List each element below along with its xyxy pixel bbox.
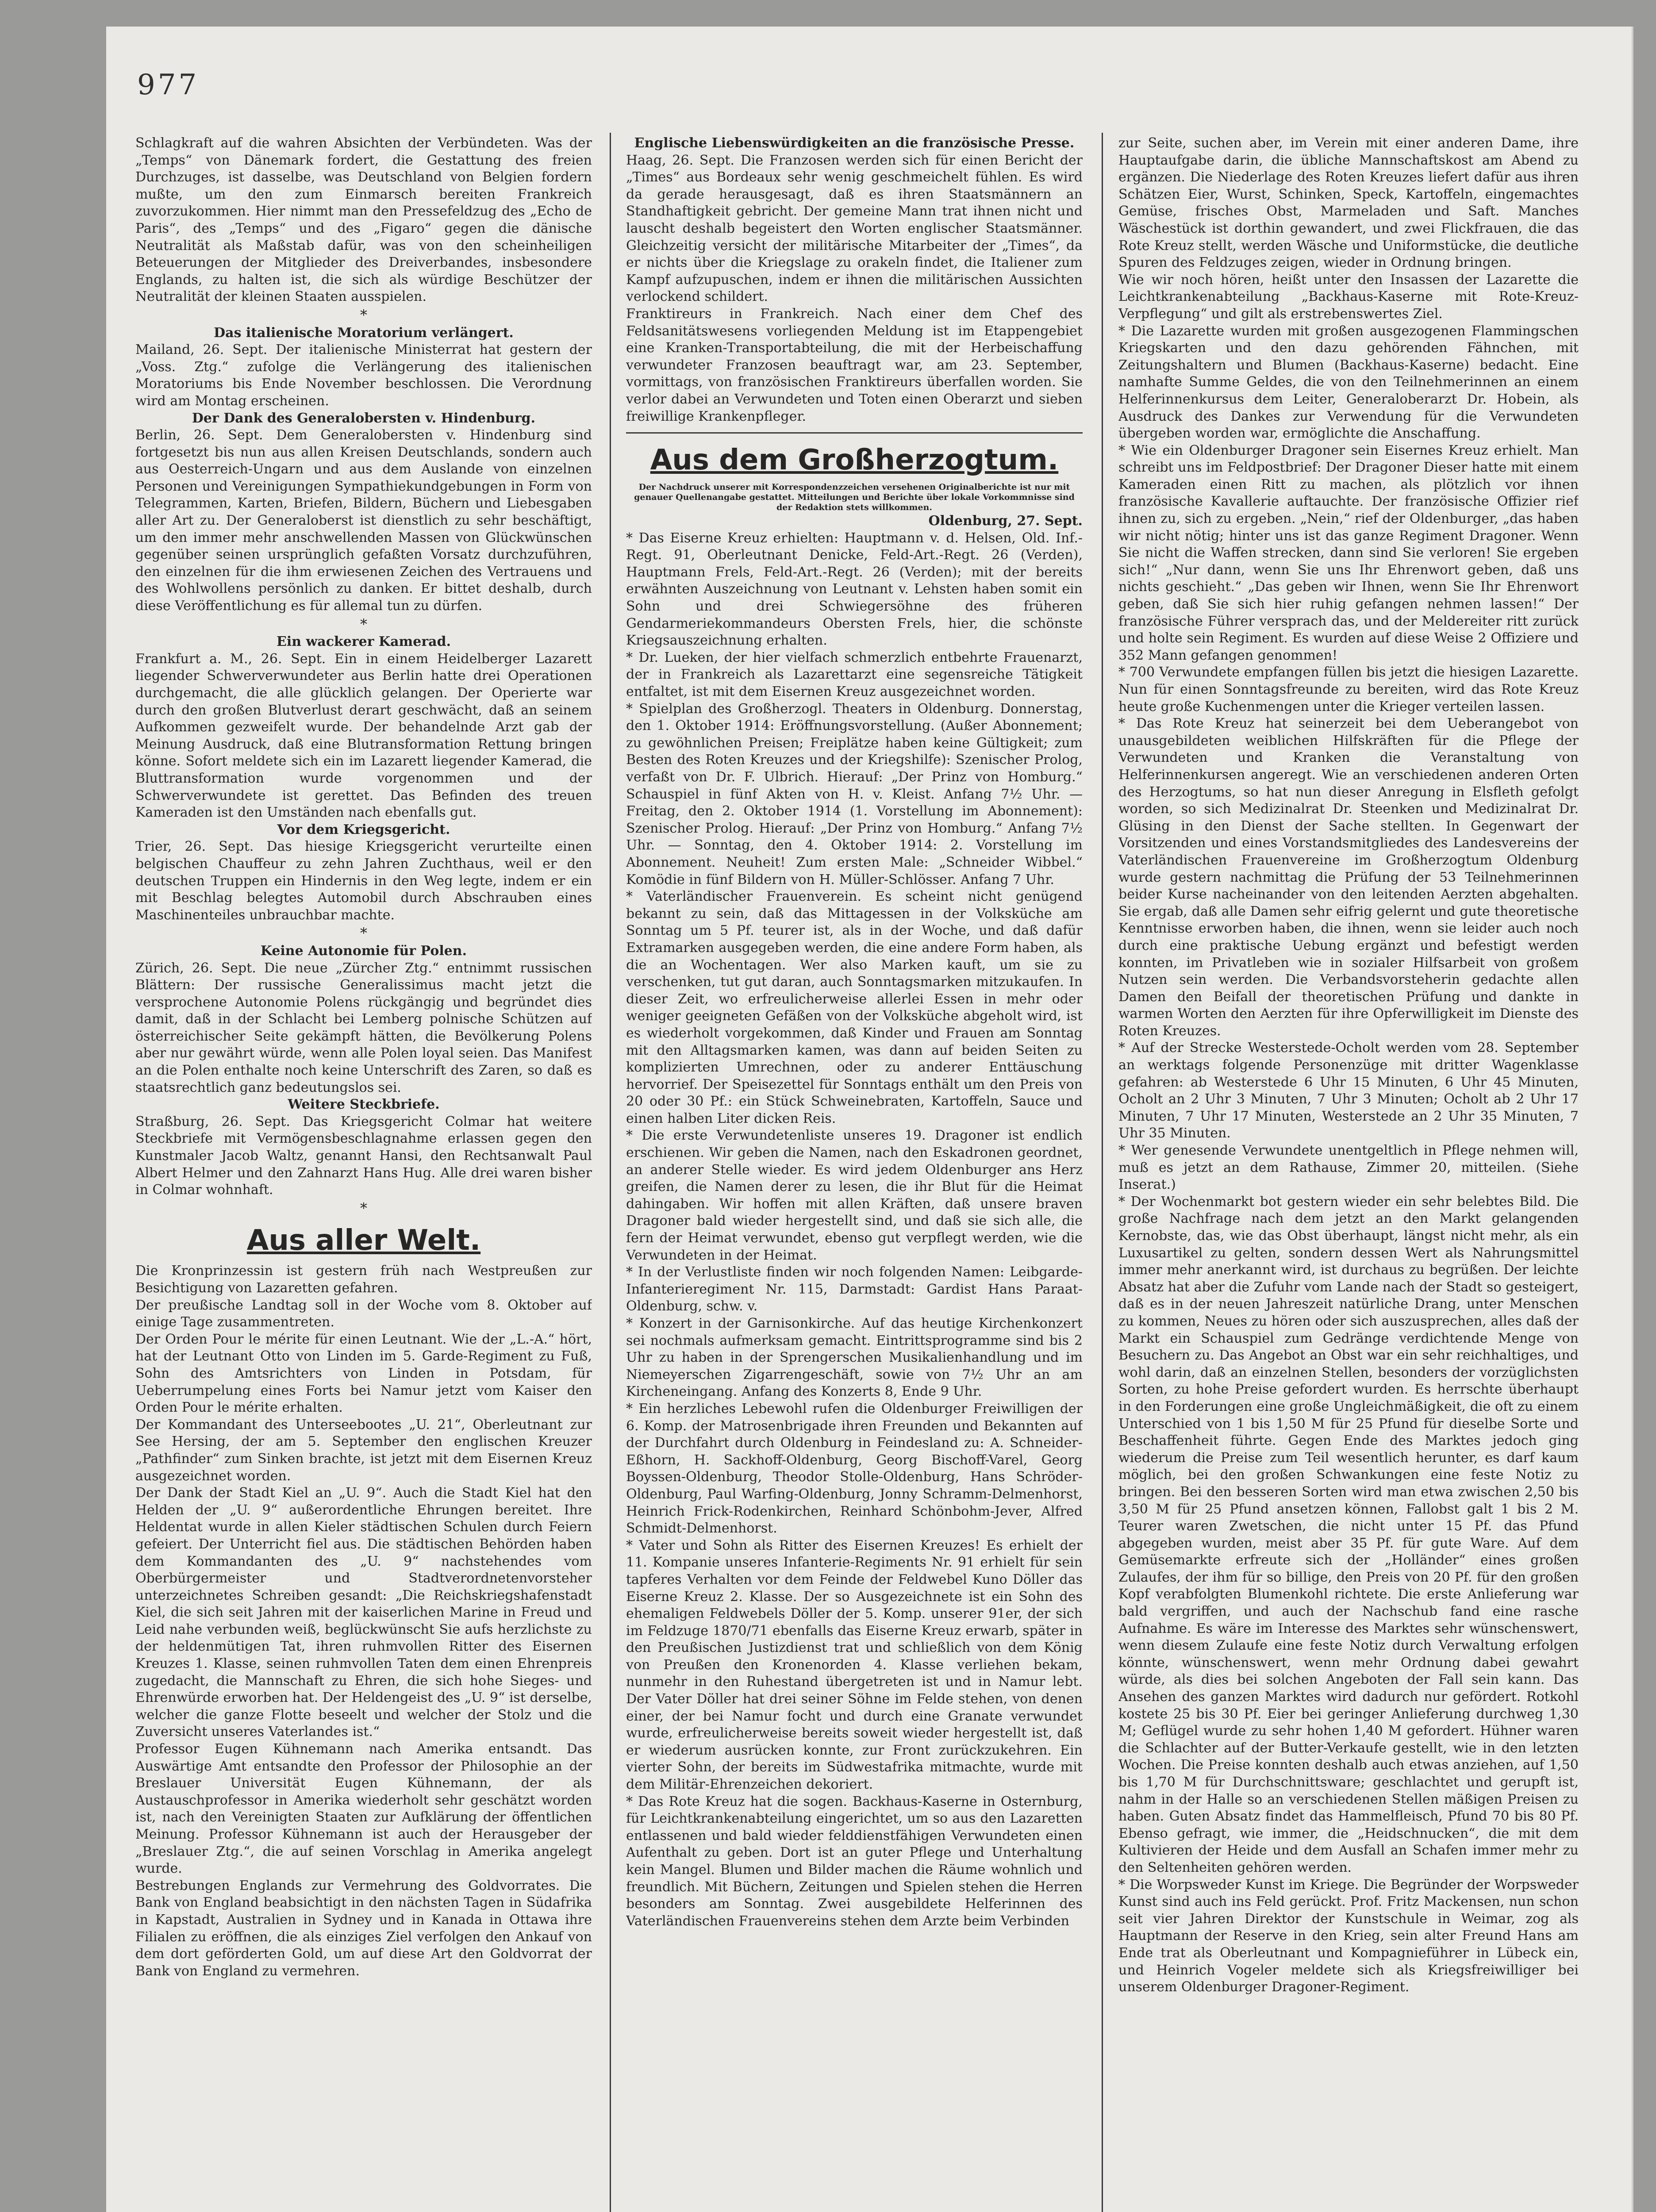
article-paragraph: Mailand, 26. Sept. Der italienische Ministerrat hat gestern der „Voss. Ztg.“ zufolge die Verlängerung des italienischen Moratoriums bis Ende November beschlossen. Die Verordnung wird am Montag erscheinen. <box>135 342 592 409</box>
article-paragraph: Franktireurs in Frankreich. Nach einer dem Chef des Feldsanitätswesens vorliegenden Meldung ist im Etappengebiet eine Kranken-Transportabteilung, die mit der Herbeischaffung verwundeter Franzosen beauftragt war, am 23. September, vormittags, von französischen Franktireurs überfallen worden. Sie verlor dabei an Verwundeten und Toten einen Oberarzt und sieben freiwillige Krankenpfleger. <box>626 306 1083 424</box>
separator-star: * <box>360 615 367 633</box>
article-paragraph: * Vaterländischer Frauenverein. Es scheint nicht genügend bekannt zu sein, daß das Mittagessen in der Volksküche am Sonntag um 5 Pf. teurer ist, als in der Woche, und daß dafür Extramarken ausgegeben werden, die eine andere Form haben, als die an Wochentagen. Wer also Marken kauft, um sie zu verschenken, tut gut daran, auch Sonntagsmarken mitzukaufen. In dieser Zeit, wo erfreulicherweise allerlei Essen in mehr oder weniger geeigneten Gefäßen von der Volksküche abgeholt wird, ist es wiederholt vorgekommen, daß Kinder und Frauen am Sonntag mit den Alltagsmarken kamen, was dann auf beiden Seiten zu komplizierten Umrechnen, oder zu anderer Enttäuschung hervorrief. Der Speisezettel für Sonntags enthält um den Preis von 20 oder 30 Pf.: ein Stück Schweinebraten, Kartoffeln, Sauce und einen halben Liter dicken Reis. <box>626 889 1083 1126</box>
article-paragraph: * Ein herzliches Lebewohl rufen die Oldenburger Freiwilligen der 6. Komp. der Matrosenbrigade ihren Freunden und Bekannten auf der Durchfahrt durch Oldenburg in Feindesland zu: A. Schneider-Eßhorn, H. Sackhoff-Oldenburg, Georg Bischoff-Varel, Georg Boyssen-Oldenburg, Theodor Stolle-Oldenburg, Hans Schröder-Oldenburg, Paul Warfing-Oldenburg, Jonny Schramm-Delmenhorst, Heinrich Frick-Rodenkirchen, Reinhard Schönbohm-Jever, Alfred Schmidt-Delmenhorst. <box>626 1401 1083 1536</box>
article-paragraph: Trier, 26. Sept. Das hiesige Kriegsgericht verurteilte einen belgischen Chauffeur zu zehn Jahren Zuchthaus, weil er den deutschen Truppen ein Hindernis in den Weg legte, indem er ein mit Beschlag belegtes Automobil durch Abschrauben eines Maschinenteiles unbrauchbar machte. <box>135 839 592 923</box>
column-2 <box>626 135 1083 2212</box>
reprint-notice: Der Nachdruck unserer mit Korrespondenzzeichen versehenen Originalberichte ist nur mit genauer Quellenangabe gestattet. Mitteilungen und Berichte über lokale Vorkommnisse sind der Redaktion stets willkommen. <box>634 482 1075 513</box>
separator-star: * <box>360 925 367 942</box>
article-paragraph: Bestrebungen Englands zur Vermehrung des Goldvorrates. Die Bank von England beabsichtigt in den nächsten Tagen in Südafrika in Kapstadt, Australien in Sydney und in Kanada in Ottawa ihre Filialen zu eröffnen, die als einziges Ziel verfolgen den Ankauf von dem dort geförderten Gold, um auf diese Art den Goldvorrat der Bank von England zu vermehren. <box>135 1878 592 1979</box>
article-paragraph: * 700 Verwundete empfangen füllen bis jetzt die hiesigen Lazarette. Nun für einen Sonntagsfreunde zu bereiten, wird das Rote Kreuz heute große Kuchenmengen unter die Krieger verteilen lassen. <box>1118 664 1579 714</box>
article-headline: Vor dem Kriegsgericht. <box>277 822 450 837</box>
article-headline: Das italienische Moratorium verlängert. <box>214 325 514 341</box>
article-paragraph: Professor Eugen Kühnemann nach Amerika entsandt. Das Auswärtige Amt entsandte den Professor der Philosophie an der Breslauer Universität Eugen Kühnemann, der als Austauschprofessor in Amerika wiederholt sehr geschätzt worden ist, nach den Vereinigten Staaten zur Aufklärung der öffentlichen Meinung. Professor Kühnemann ist auch der Herausgeber der „Breslauer Ztg.“, die auf seinen Vorschlag in Amerika angelegt wurde. <box>135 1741 592 1877</box>
article-headline: Ein wackerer Kamerad. <box>276 634 451 650</box>
article-paragraph: * Spielplan des Großherzogl. Theaters in Oldenburg. Donnerstag, den 1. Oktober 1914: Eröffnungsvorstellung. (Außer Abonnement; zu gewöhnlichen Preisen; Freiplätze haben keine Gültigkeit; zum Besten des Roten Kreuzes und der Kriegshilfe): Szenischer Prolog, verfaßt von Dr. F. Ulbrich. Hierauf: „Der Prinz von Homburg.“ Schauspiel in fünf Akten von H. v. Kleist. Anfang 7½ Uhr. — Freitag, den 2. Oktober 1914 (1. Vorstellung im Abonnement): Szenischer Prolog. Hierauf: „Der Prinz von Homburg.“ Anfang 7½ Uhr. — Sonntag, den 4. Oktober 1914: 2. Vorstellung im Abonnement. Neuheit! Zum ersten Male: „Schneider Wibbel.“ Komödie in fünf Bildern von H. Müller-Schlösser. Anfang 7 Uhr. <box>626 701 1083 887</box>
article-paragraph: * Vater und Sohn als Ritter des Eisernen Kreuzes! Es erhielt der 11. Kompanie unseres Infanterie-Regiments Nr. 91 erhielt für sein tapferes Verhalten vor dem Feinde der Feldwebel Kuno Döller das Eiserne Kreuz 2. Klasse. Der so Ausgezeichnete ist ein Sohn des ehemaligen Feldwebels Döller der 5. Komp. unserer 91er, der sich im Feldzuge 1870/71 ebenfalls das Eiserne Kreuz erwarb, später in den Preußischen Justizdienst trat und schließlich von dem König von Preußen den Kronenorden 4. Klasse verliehen bekam, nunmehr in den Ruhestand übergetreten ist und in Namur lebt. Der Vater Döller hat drei seiner Söhne im Felde stehen, von denen einer, der bei Namur focht und durch eine Granate verwundet wurde, erfreulicherweise bereits soweit wieder hergestellt ist, daß er wiederum ausrücken konnte, zur Front zurückzukehren. Ein vierter Sohn, der bereits im Südwestafrika mitmachte, wurde mit dem Militär-Ehrenzeichen dekoriert. <box>626 1537 1083 1793</box>
article-paragraph: Der preußische Landtag soll in der Woche vom 8. Oktober auf einige Tage zusammentreten. <box>135 1297 592 1330</box>
article-paragraph: * Das Rote Kreuz hat die sogen. Backhaus-Kaserne in Osternburg, für Leichtkrankenabteilung eingerichtet, um so aus den Lazaretten entlassenen und bald wieder felddienstfähigen Verwundeten einen Aufenthalt zu geben. Dort ist an guter Pflege und Unterhaltung kein Mangel. Blumen und Bilder machen die Räume wohnlich und freundlich. Mit Büchern, Zeitungen und Spielen stehen die Herren besonders am Sonntag. Zwei ausgebildete Helferinnen des Vaterländischen Frauenvereins stehen dem Arzte beim Verbinden <box>626 1793 1083 1929</box>
section-title: Aus aller Welt. <box>246 1224 481 1257</box>
page-number: 977 <box>137 69 200 101</box>
article-paragraph: * Das Rote Kreuz hat seinerzeit bei dem Ueberangebot von unausgebildeten weiblichen Hilfskräften für die Pflege der Verwundeten und Kranken die Veranstaltung von Helferinnenkursen angeregt. Wie an verschiedenen anderen Orten des Herzogtums, so hat nun dieser Anregung in Elsfleth gefolgt worden, so sich Medizinalrat Dr. Steenken und Medizinalrat Dr. Glüsing in den Dienst der Sache stellten. In Gegenwart der Vorsitzenden und eines Vorstandsmitgliedes des Landesvereins der Vaterländischen Frauenvereine im Großherzogtum Oldenburg wurde gestern nachmittag die Prüfung der 53 Teilnehmerinnen beider Kurse nacheinander von den leitenden Aerzten abgehalten. Sie ergab, daß alle Damen sehr eifrig gelernt und gute theoretische Kenntnisse erworben haben, die ihnen, wenn sie leider auch noch durch eine praktische Uebung ergänzt und befestigt werden konnten, im Privatleben wie in sozialer Hilfsarbeit von großem Nutzen sein werden. Die Verbandsvorsteherin gedachte allen Damen den Beifall der theoretischen Prüfung und dankte in warmen Worten den Aerzten für ihre Opferwilligkeit im Dienste des Roten Kreuzes. <box>1118 716 1579 1039</box>
article-paragraph: * Dr. Lueken, der hier vielfach schmerzlich entbehrte Frauenarzt, der in Frankreich als Lazarettarzt eine segensreiche Tätigkeit entfaltet, ist mit dem Eisernen Kreuz ausgezeichnet worden. <box>626 649 1083 700</box>
column-3 <box>1118 135 1579 2212</box>
article-paragraph: * Konzert in der Garnisonkirche. Auf das heutige Kirchenkonzert sei nochmals aufmerksam gemacht. Eintrittsprogramme sind bis 2 Uhr zu haben in der Sprengerschen Musikalienhandlung und im Niemeyerschen Zigarrengeschäft, sowie von 7½ Uhr an am Kircheneingang. Anfang des Konzerts 8, Ende 9 Uhr. <box>626 1316 1083 1400</box>
article-headline: Keine Autonomie für Polen. <box>260 943 467 959</box>
article-headline: Englische Liebenswürdigkeiten an die französische Presse. <box>634 135 1075 151</box>
article-paragraph: Berlin, 26. Sept. Dem Generalobersten v. Hindenburg sind fortgesetzt bis nun aus allen Kreisen Deutschlands, sondern auch aus Oesterreich-Ungarn und aus dem Auslande von einzelnen Personen und Vereinigungen Sympathiekundgebungen in Form von Telegrammen, Karten, Briefen, Bildern, Büchern und Liebesgaben aller Art zu. Der Generaloberst ist dienstlich zu sehr beschäftigt, um den immer mehr anschwellenden Massen von Glückwünschen gegenüber seinen ursprünglich gefaßten Vorsatz durchzuführen, den einzelnen für die ihm erwiesenen Zeichen des Vertrauens und des Wohlwollens persönlich zu danken. Er bittet deshalb, durch diese Veröffentlichung es für allemal tun zu dürfen. <box>135 427 592 614</box>
column-rule <box>610 133 611 2212</box>
article-paragraph: Haag, 26. Sept. Die Franzosen werden sich für einen Bericht der „Times“ aus Bordeaux sehr wenig geschmeichelt fühlen. Es wird da gerade herausgesagt, daß es ihren Staatsmännern an Standhaftigkeit gebricht. Der gemeine Mann trat ihnen nicht und lauscht deshalb begeistert den Worten englischer Staatsmänner. Gleichzeitig versicht der militärische Mitarbeiter der „Times“, da er nichts über die Kriegslage zu orakeln findet, die Italiener zum Kampf aufzupuschen, indem er ihnen die militärischen Aussichten verlockend schildert. <box>626 152 1083 305</box>
article-paragraph: Der Orden Pour le mérite für einen Leutnant. Wie der „L.-A.“ hört, hat der Leutnant Otto von Linden im 5. Garde-Regiment zu Fuß, Sohn des Amtsrichters von Linden in Potsdam, für Ueberrumpelung eines Forts bei Namur jetzt vom Kaiser den Orden Pour le mérite erhalten. <box>135 1331 592 1416</box>
article-paragraph: Schlagkraft auf die wahren Absichten der Verbündeten. Was der „Temps“ von Dänemark fordert, die Gestattung des freien Durchzuges, ist dasselbe, was Deutschland von Belgien fordern mußte, um den zum Einmarsch bereiten Frankreich zuvorzukommen. Hier nimmt man den Pressefeldzug des „Echo de Paris“, des „Temps“ und des „Figaro“ gegen die dänische Neutralität als Maßstab dafür, was von den scheinheiligen Beteuerungen der Mitglieder des Dreiverbandes, insbesondere Englands, zu halten ist, die sich als würdige Beschützer der Neutralität der kleinen Staaten ausspielen. <box>135 135 592 305</box>
article-paragraph: * Wer genesende Verwundete unentgeltlich in Pflege nehmen will, muß es jetzt an dem Rathause, Zimmer 20, mitteilen. (Siehe Inserat.) <box>1118 1143 1579 1193</box>
article-paragraph: zur Seite, suchen aber, im Verein mit einer anderen Dame, ihre Hauptaufgabe darin, die übliche Mannschaftskost am Abend zu ergänzen. Die Niederlage des Roten Kreuzes liefert dafür aus ihren Schätzen Eier, Wurst, Schinken, Speck, Kartoffeln, eingemachtes Gemüse, frisches Obst, Marmeladen und Saft. Manches Wäschestück ist dorthin gewandert, und zwei Flickfrauen, die das Rote Kreuz stellt, werden Wäsche und Uniformstücke, die deutliche Spuren des Feldzuges zeigen, wieder in Ordnung bringen. <box>1118 135 1579 271</box>
article-paragraph: Wie wir noch hören, heißt unter den Insassen der Lazarette die Leichtkrankenabteilung „Backhaus-Kaserne mit Rote-Kreuz-Verpflegung“ und gilt als erstrebenswertes Ziel. <box>1118 272 1579 322</box>
article-headline: Der Dank des Generalobersten v. Hindenburg. <box>192 410 536 426</box>
separator-star: * <box>360 306 367 323</box>
article-headline: Weitere Steckbriefe. <box>288 1097 440 1113</box>
article-paragraph: * Die erste Verwundetenliste unseres 19. Dragoner ist endlich erschienen. Wir geben die Namen, nach den Eskadronen geordnet, an anderer Stelle wieder. Es wird jedem Oldenburger ans Herz greifen, die Namen derer zu lesen, die ihr Blut für die Heimat dahingaben. Wir hoffen mit allen Kräften, daß unsere braven Dragoner bald wieder hergestellt sind, und daß sie sich alle, die fern der Heimat verwundet, ebenso gut verpflegt werden, wie die Verwundeten in der Heimat. <box>626 1128 1083 1263</box>
section-title: Aus dem Großherzogtum. <box>650 444 1059 477</box>
article-paragraph: * Auf der Strecke Westerstede-Ocholt werden vom 28. September an werktags folgende Personenzüge mit dritter Wagenklasse gefahren: ab Westerstede 6 Uhr 15 Minuten, 6 Uhr 45 Minuten, Ocholt an 2 Uhr 3 Minuten, 7 Uhr 3 Minuten; Ocholt ab 2 Uhr 17 Minuten, 7 Uhr 17 Minuten, Westerstede an 2 Uhr 35 Minuten, 7 Uhr 35 Minuten. <box>1118 1040 1579 1141</box>
article-paragraph: Der Dank der Stadt Kiel an „U. 9“. Auch die Stadt Kiel hat den Helden der „U. 9“ außerordentliche Ehrungen bereitet. Ihre Heldentat wurde in allen Kieler städtischen Schulen durch Feiern gefeiert. Der Unterricht fiel aus. Die städtischen Behörden haben dem Kommandanten des „U. 9“ nachstehendes vom Oberbürgermeister und Stadtverordnetenvorsteher unterzeichnetes Schreiben gesandt: „Die Reichskriegshafenstadt Kiel, die sich seit Jahren mit der kaiserlichen Marine in Freud und Leid nahe verbunden weiß, beglückwünscht Sie aufs herzlichste zu der heldenmütigen Tat, ihren ruhmvollen Ritter des Eisernen Kreuzes 1. Klasse, seinen ruhmvollen Taten dem einen Ehrenpreis zugedacht, die Mannschaft zu Ehren, die sich hohe Sieges- und Ehrenwürde erworben hat. Der Heldengeist des „U. 9“ ist derselbe, welcher die ganze Flotte beseelt und welcher der Stolz und die Zuversicht unseres Vaterlandes ist.“ <box>135 1485 592 1740</box>
article-paragraph: * Die Lazarette wurden mit großen ausgezogenen Flammingschen Kriegskarten und den dazu gehörenden Fähnchen, mit Zeitungshaltern und Blumen (Backhaus-Kaserne) bedacht. Eine namhafte Summe Geldes, die von den Teilnehmerinnen an einem Helferinnenkursus dem Leiter, Generaloberarzt Dr. Hobein, als Ausdruck des Dankes zur Verwendung für die Verwundeten übergeben worden war, ermöglichte die Anschaffung. <box>1118 323 1579 442</box>
article-paragraph: Frankfurt a. M., 26. Sept. Ein in einem Heidelberger Lazarett liegender Schwerverwundeter aus Berlin hatte drei Operationen durchgemacht, die alle glücklich gelangen. Der Operierte war durch den großen Blutverlust derart geschwächt, daß an seinem Aufkommen gezweifelt wurde. Der behandelnde Arzt gab der Meinung Ausdruck, daß eine Blutransformation Rettung bringen könne. Sofort meldete sich ein im Lazarett liegender Kamerad, die Bluttransformation wurde vorgenommen und der Schwerverwundete ist gerettet. Das Befinden des treuen Kameraden ist den Umständen nach ebenfalls gut. <box>135 651 592 821</box>
article-paragraph: * Das Eiserne Kreuz erhielten: Hauptmann v. d. Helsen, Old. Inf.-Regt. 91, Oberleutnant Denicke, Feld-Art.-Regt. 26 (Verden), Hauptmann Frels, Feld-Art.-Regt. 26 (Verden); mit der bereits erwähnten Auszeichnung von Leutnant v. Lehsten haben somit ein Sohn und drei Schwiegersöhne des früheren Gendarmeriekommandeurs Obersten Frels, hier, die schönste Kriegsauszeichnung erhalten. <box>626 530 1083 649</box>
article-paragraph: * Der Wochenmarkt bot gestern wieder ein sehr belebtes Bild. Die große Nachfrage nach dem jetzt an den Markt gelangenden Kernobste, das, wie das Obst überhaupt, längst nicht mehr, als ein Luxusartikel zu gelten, sondern dessen Wert als Nahrungsmittel immer mehr anerkannt wird, ist durchaus zu begrüßen. Der leichte Absatz hat aber die Zufuhr vom Lande nach der Stadt so gesteigert, daß es in der neuen Jahreszeit natürliche Drang, unter Menschen zu kommen, Neues zu hören oder sich auszusprechen, alles daß der Markt ein Schauspiel zum Gedränge verdichtende Menge von Besuchern zu. Das Angebot an Obst war ein sehr reichhaltiges, und wohl darin, daß an einzelnen Stellen, besonders der vorzüglichsten Sorten, zu hohe Preise gefordert wurden. Es herrschte überhaupt in den Forderungen eine große Ungleichmäßigkeit, die oft zu einem Unterschied von 1 bis 1,50 M für 25 Pfund für dieselbe Sorte und Beschaffenheit führte. Gegen Ende des Marktes jedoch ging wiederum die Preise zum Teil wesentlich herunter, es darf kaum möglich, bei den großen Schwankungen eine feste Notiz zu bringen. Bei den besseren Sorten wird man etwa zwischen 2,50 bis 3,50 M für 25 Pfund ansetzen können, Fallobst galt 1 bis 2 M. Teurer waren Zwetschen, die nicht unter 15 Pf. das Pfund abgegeben wurden, meist aber 35 Pf. für gute Ware. Auf dem Gemüsemarkte erfreute sich der „Holländer“ eines großen Zulaufes, der ihm für so billige, den Preis von 20 Pf. für den großen Kopf verabfolgten Blumenkohl richtete. Die erste Anlieferung war bald vergriffen, und auch der Nachschub fand eine rasche Aufnahme. Es wäre im Interesse des Marktes sehr wünschenswert, wenn diesem Zulaufe eine feste Notiz durch Verwaltung erfolgen könnte, wünschenswert, wenn mehr Ordnung dabei gewahrt würde, als dies bei solchen Angeboten der Fall sein kann. Das Ansehen des ganzen Marktes wird dadurch nur gefördert. Rotkohl kostete 25 bis 30 Pf. Eier bei geringer Anlieferung durchweg 1,30 M; Geflügel wurde zu sehr hohen 1,40 M gefordert. Hühner waren die Schlachter auf der Butter-Verkaufe gestellt, wie in den letzten Wochen. Die Preise konnten deshalb auch etwas anziehen, auf 1,50 bis 1,70 M für Durchschnittsware; geschlachtet und gerupft ist, nahm in der Halle so an verschiedenen Stellen mäßigen Preisen zu haben. Guten Absatz findet das Hammelfleisch, Pfund 70 bis 80 Pf. Ebenso gefragt, wie immer, die „Heidschnucken“, die mit dem Kultivieren der Heide und dem Ausfall an Schafen immer mehr zu den Seltenheiten gehören werden. <box>1118 1194 1579 1875</box>
newspaper-page <box>106 27 1632 2212</box>
column-rule <box>1102 133 1103 2212</box>
article-paragraph: Straßburg, 26. Sept. Das Kriegsgericht Colmar hat weitere Steckbriefe mit Vermögensbeschlagnahme erlassen gegen den Kunstmaler Jacob Waltz, genannt Hansi, den Rechtsanwalt Paul Albert Helmer und den Zahnarzt Hans Hug. Alle drei waren bisher in Colmar wohnhaft. <box>135 1114 592 1198</box>
article-paragraph: * Die Worpsweder Kunst im Kriege. Die Begründer der Worpsweder Kunst sind auch ins Feld gerückt. Prof. Fritz Mackensen, nun schon seit vier Jahren Direktor der Kunstschule in Weimar, zog als Hauptmann der Reserve in den Krieg, sein alter Freund Hans am Ende trat als Oberleutnant und Kompagnieführer in Lübeck ein, und Heinrich Vogeler meldete sich als Kriegsfreiwilliger bei unserem Oldenburger Dragoner-Regiment. <box>1118 1877 1579 1995</box>
article-paragraph: * In der Verlustliste finden wir noch folgenden Namen: Leibgarde-Infanterieregiment Nr. 115, Darmstadt: Gardist Hans Paraat-Oldenburg, schw. v. <box>626 1264 1083 1314</box>
article-paragraph: * Wie ein Oldenburger Dragoner sein Eisernes Kreuz erhielt. Man schreibt uns im Feldpostbrief: Der Dragoner Dieser hatte mit einem Kameraden einen Ritt zu machen, als plötzlich vor ihnen französische Kavallerie auftauchte. Der französische Offizier rief ihnen zu, sich zu ergeben. „Nein,“ rief der Oldenburger, „das haben wir nicht nötig; hinter uns ist das ganze Regiment Dragoner. Wenn Sie nicht die Waffen strecken, dann sind Sie verloren! Sie ergeben sich!“ „Nur dann, wenn Sie uns Ihr Ehrenwort geben, daß uns nichts geschieht.“ „Das geben wir Ihnen, wenn Sie Ihr Ehrenwort geben, daß Sie sich hier ruhig gefangen nehmen lassen!“ Der französische Führer versprach das, und der Meldereiter ritt zurück und holte sein Regiment. Es wurden auf diese Weise 2 Offiziere und 352 Mann gefangen genommen! <box>1118 442 1579 663</box>
column-1 <box>135 135 592 2212</box>
section-divider <box>626 432 1083 436</box>
article-paragraph: Zürich, 26. Sept. Die neue „Zürcher Ztg.“ entnimmt russischen Blättern: Der russische Generalissimus macht jetzt die versprochene Autonomie Polens rückgängig und begründet dies damit, daß in der Schlacht bei Lemberg polnische Schützen auf österreichischer Seite gekämpft hätten, die Bevölkerung Polens aber nur gewährt würde, wenn alle Polen loyal seien. Das Manifest an die Polen enthalte noch keine Unterschrift des Zaren, so daß es staatsrechtlich ganz bedeutungslos sei. <box>135 960 592 1095</box>
article-paragraph: Die Kronprinzessin ist gestern früh nach Westpreußen zur Besichtigung von Lazaretten gefahren. <box>135 1263 592 1296</box>
separator-star: * <box>360 1199 367 1217</box>
dateline: Oldenburg, 27. Sept. <box>928 513 1083 529</box>
article-paragraph: Der Kommandant des Unterseebootes „U. 21“, Oberleutnant zur See Hersing, der am 5. September den englischen Kreuzer „Pathfinder“ zum Sinken brachte, ist jetzt mit dem Eisernen Kreuz ausgezeichnet worden. <box>135 1417 592 1484</box>
